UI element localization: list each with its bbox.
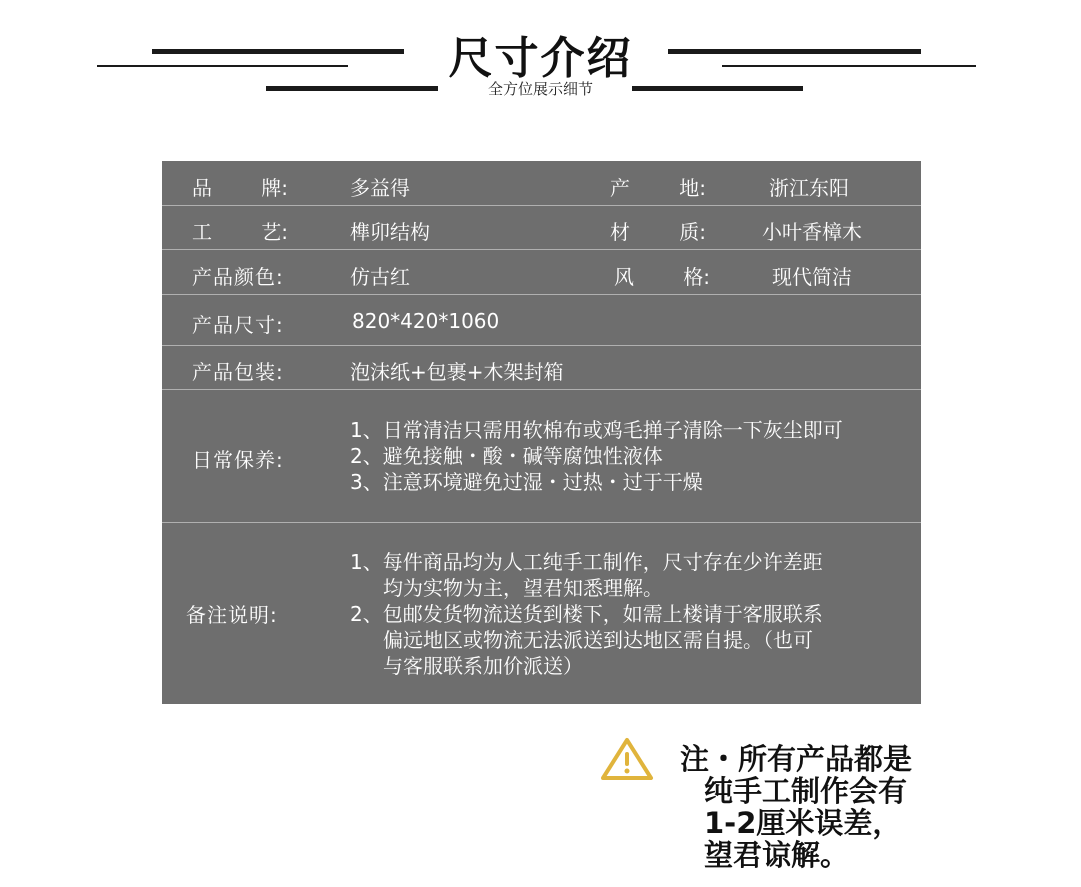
spec-table <box>162 161 921 704</box>
style-value: 现代简洁 <box>772 265 852 289</box>
spec-row-craft <box>162 206 921 250</box>
craft-value: 榫卯结构 <box>350 220 430 244</box>
color-label: 产品颜色: <box>192 265 284 289</box>
page-subtitle: 全方位展示细节 <box>487 80 593 98</box>
notice-line: 望君谅解。 <box>704 838 850 872</box>
remarks-line: 与客服联系加价派送） <box>383 654 583 678</box>
care-text <box>350 417 843 495</box>
care-line: 2、避免接触・酸・碱等腐蚀性液体 <box>350 444 663 468</box>
notice-line: 1-2厘米误差， <box>704 806 902 840</box>
remarks-line: 1、每件商品均为人工纯手工制作，尺寸存在少许差距 <box>350 550 823 574</box>
origin-value: 浙江东阳 <box>769 176 849 200</box>
spec-row-size <box>162 295 921 346</box>
notice-line: 注・所有产品都是 <box>680 742 913 776</box>
package-label: 产品包装: <box>192 360 284 384</box>
remarks-line: 2、包邮发货物流送货到楼下，如需上楼请于客服联系 <box>350 602 823 626</box>
origin-label: 产 地: <box>610 176 706 200</box>
brand-label: 品 牌: <box>192 176 288 200</box>
size-value: 820*420*1060 <box>352 309 500 333</box>
care-line: 1、日常清洁只需用软棉布或鸡毛掸子清除一下灰尘即可 <box>350 418 843 442</box>
warning-triangle-icon <box>600 736 654 782</box>
notice-line: 纯手工制作会有 <box>704 774 908 808</box>
size-label: 产品尺寸: <box>192 313 284 337</box>
material-value: 小叶香樟木 <box>762 220 862 244</box>
remarks-line: 偏远地区或物流无法派送到达地区需自提。（也可 <box>383 628 813 652</box>
material-label: 材 质: <box>610 220 706 244</box>
care-label: 日常保养: <box>192 448 284 472</box>
spec-row-care <box>162 390 921 523</box>
notice-text <box>680 743 912 871</box>
remarks-label: 备注说明: <box>186 603 278 627</box>
remarks-text <box>350 549 823 679</box>
care-line: 3、注意环境避免过湿・过热・过于干燥 <box>350 470 703 494</box>
spec-row-remarks <box>162 523 921 704</box>
package-value: 泡沫纸+包裹+木架封箱 <box>350 360 564 384</box>
spec-row-color <box>162 250 921 295</box>
spec-row-package <box>162 346 921 390</box>
style-label: 风 格: <box>614 265 710 289</box>
craft-label: 工 艺: <box>192 220 288 244</box>
color-value: 仿古红 <box>350 265 410 289</box>
page-title: 尺寸介绍 <box>448 33 633 84</box>
spec-row-brand <box>162 161 921 206</box>
remarks-line: 均为实物为主，望君知悉理解。 <box>383 576 663 600</box>
brand-value: 多益得 <box>350 176 410 200</box>
